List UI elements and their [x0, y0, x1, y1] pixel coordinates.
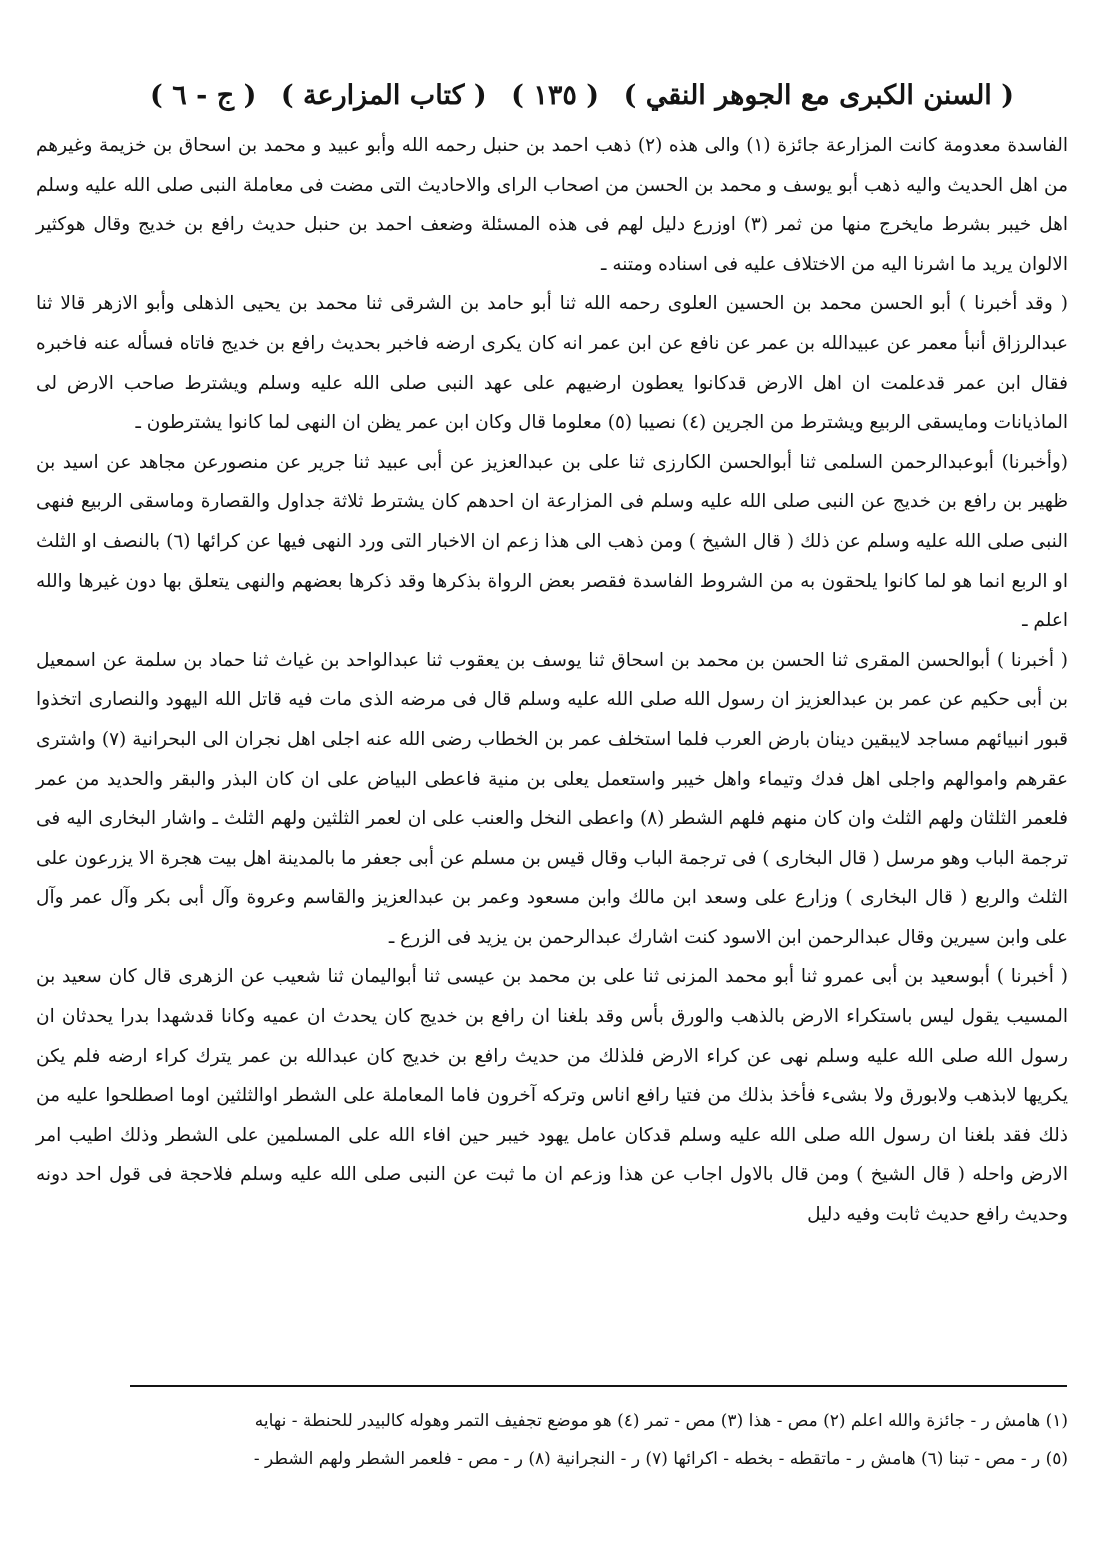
running-title: ( السنن الكبرى مع الجوهر النقي ) [623, 79, 1014, 111]
paragraph: الفاسدة معدومة كانت المزارعة جائزة (١) والى هذه (٢) ذهب احمد بن حنبل رحمه الله وأبو عبيد و محمد بن اسحاق بن خزيمة وغيرهم من اهل الحديث واليه ذهب أبو يوسف و محمد بن الحسن من اصحاب الراى والاحاديث التى مضت فى معاملة النبى صلى الله عليه وسلم اهل خيبر بشرط مايخرج منها من ثمر (٣) اوزرع دليل لهم فى هذه المسئلة وضعف احمد بن حنبل حديث رافع بن خديج وقال هوكثير الالوان يريد ما اشرنا اليه من الاختلاف عليه فى اسناده ومتنه ـ [36, 135, 1068, 275]
book-title: ( كتاب المزارعة ) [280, 79, 487, 111]
paragraph: (وأخبرنا) أبوعبدالرحمن السلمى ثنا أبوالحسن الكارزى ثنا على بن عبدالعزيز عن أبى عبيد ثنا جرير عن منصورعن مجاهد عن اسيد بن ظهير بن رافع بن خديج عن النبى صلى الله عليه وسلم فى المزارعة ان احدهم كان يشترط ثلاثة جداول والقصارة وماسقى الربيع فنهى النبى صلى الله عليه وسلم عن ذلك ( قال الشيخ ) ومن ذهب الى هذا زعم ان الاخبار التى ورد النهى فيها عن كرائها (٦) بالنصف او الثلث او الربع انما هو لما كانوا يلحقون به من الشروط الفاسدة فقصر بعض الرواة بذكرها وقد ذكرها بعضهم والنهى يتعلق بها دون غيرها والله اعلم ـ [36, 451, 1069, 632]
footnote-line: (١) هامش ر - جائزة والله اعلم (٢) مص - هذا (٣) مص - تمر (٤) هو موضع تجفيف التمر وهوله كالبيدر للحنطة - نهايه [254, 1411, 1068, 1431]
footnotes [36, 1402, 1068, 1478]
volume-number: ( ج - ٦ ) [150, 79, 257, 111]
paragraph: ( وقد أخبرنا ) أبو الحسن محمد بن الحسين العلوى رحمه الله ثنا أبو حامد بن الشرقى ثنا محمد بن يحيى الذهلى وأبو الازهر قالا ثنا عبدالرزاق أنبأ معمر عن عبيدالله بن عمر عن نافع عن ابن عمر انه كان يكرى ارضه فاخبر بحديث رافع بن خديج فاتاه فسأله عنه فاخبره فقال ابن عمر قدعلمت ان اهل الارض قدكانوا يعطون ارضيهم على عهد النبى صلى الله عليه وسلم ويشترط صاحب الارض لى الماذيانات ومايسقى الربيع ويشترط من الجرين (٤) نصيبا (٥) معلوما قال وكان ابن عمر يظن ان النهى لما كانوا يشترطون ـ [36, 293, 1068, 434]
page-number: ( ١٣٥ ) [511, 79, 600, 111]
page-header [150, 72, 1014, 118]
footnote-divider [130, 1385, 1067, 1387]
paragraph: ( أخبرنا ) أبوسعيد بن أبى عمرو ثنا أبو محمد المزنى ثنا على بن محمد بن عيسى ثنا أبواليمان ثنا شعيب عن الزهرى قال كان سعيد بن المسيب يقول ليس باستكراء الارض بالذهب والورق بأس وقد بلغنا ان رافع بن خديج كان يحدث ان عميه وكانا قدشهدا بدرا يحدثان ان رسول الله صلى الله عليه وسلم نهى عن كراء الارض فلذلك من حديث رافع بن خديج كان عبدالله بن عمر يترك كراء ارضه فلم يكن يكريها لابذهب ولابورق ولا بشىء فأخذ بذلك من فتيا رافع اناس وتركه آخرون فاما المعاملة على الشطر اوالثلثين اوما اصطلحوا عليه من ذلك فقد بلغنا ان رسول الله صلى الله عليه وسلم قدكان عامل يهود خيبر حين افاء الله على المسلمين على الشطر وذلك اطيب امر الارض واحله ( قال الشيخ ) ومن قال بالاول اجاب عن هذا وزعم ان ما ثبت عن النبى صلى الله عليه وسلم فلاحجة فى قول احد دونه وحديث رافع حديث ثابت وفيه دليل [36, 966, 1068, 1226]
paragraph: ( أخبرنا ) أبوالحسن المقرى ثنا الحسن بن محمد بن اسحاق ثنا يوسف بن يعقوب ثنا عبدالواحد بن غياث ثنا حماد بن سلمة عن اسمعيل بن أبى حكيم عن عمر بن عبدالعزيز ان رسول الله صلى الله عليه وسلم قال فى مرضه الذى مات فيه قاتل الله اليهود والنصارى اتخذوا قبور انبيائهم مساجد لايبقين دينان بارض العرب فلما استخلف عمر بن الخطاب رضى الله عنه اجلى اهل نجران الى البحرانية (٧) واشترى عقرهم واموالهم واجلى اهل فدك وتيماء واهل خيبر واستعمل يعلى بن منية فاعطى البياض على ان كان البذر والبقر والحديد من عمر فلعمر الثلثان ولهم الثلث وان كان منهم فلهم الشطر (٨) واعطى النخل والعنب على ان لعمر الثلثين ولهم الثلث ـ واشار البخارى اليه فى ترجمة الباب وهو مرسل ( قال البخارى ) فى ترجمة الباب وقال قيس بن مسلم عن أبى جعفر ما بالمدينة اهل بيت هجرة الا يزرعون على الثلث والربع ( قال البخارى ) وزارع على وسعد ابن مالك وابن مسعود وعمر بن عبدالعزيز والقاسم وعروة وآل أبى بكر وآل عمر وآل على وابن سيرين وقال عبدالرحمن ابن الاسود كنت اشارك عبدالرحمن بن يزيد فى الزرع ـ [36, 649, 1069, 948]
main-text [36, 126, 1068, 1235]
footnote-line: (٥) ر - مص - تبنا (٦) هامش ر - ماتقطه - بخطه - اكرائها (٧) ر - النجرانية (٨) ر - مص - فلعمر الشطر ولهم الشطر - [253, 1449, 1068, 1469]
